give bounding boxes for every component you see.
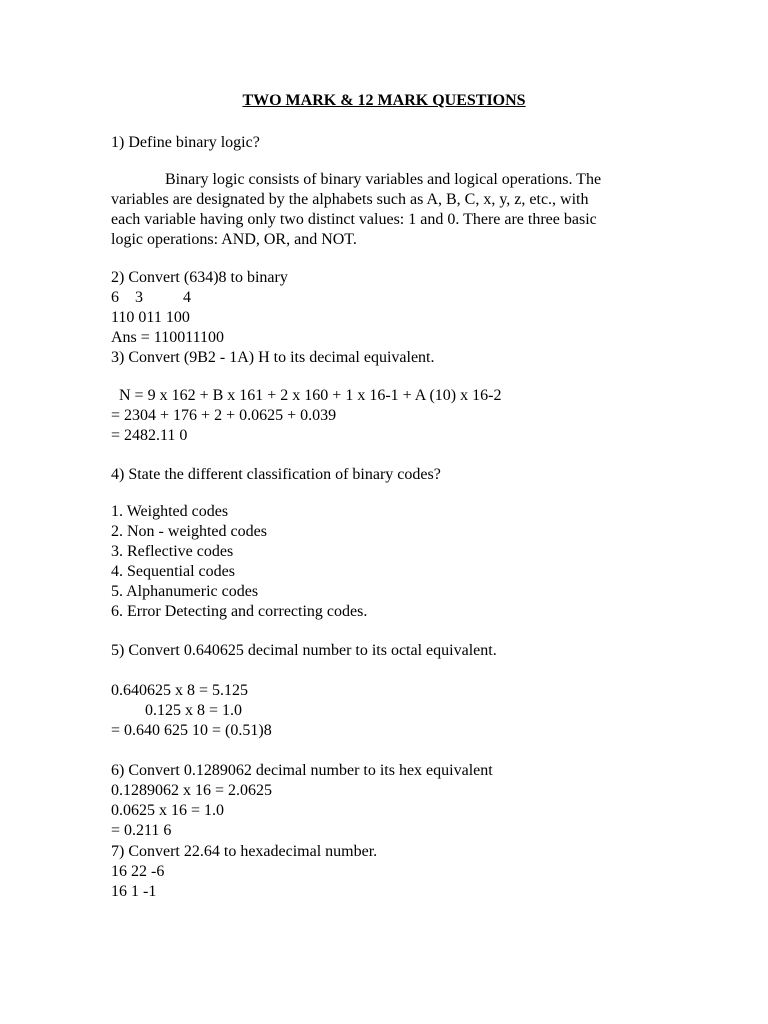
answer-1-line: variables are designated by the alphabets such as A, B, C, x, y, z, etc., with <box>111 191 589 208</box>
answer-2-line: 110 011 100 <box>111 309 190 326</box>
answer-6-line: 0.0625 x 16 = 1.0 <box>111 802 225 819</box>
page-title: TWO MARK & 12 MARK QUESTIONS <box>242 92 526 109</box>
answer-6-line: = 0.211 6 <box>111 822 172 839</box>
question-2: 2) Convert (634)8 to binary <box>111 269 288 286</box>
answer-2-line: Ans = 110011100 <box>111 329 225 346</box>
answer-5-line: 0.640625 x 8 = 5.125 <box>111 682 249 699</box>
answer-3-line: N = 9 x 162 + B x 161 + 2 x 160 + 1 x 16-1 + A (10) x 16-2 <box>119 387 502 404</box>
question-5: 5) Convert 0.640625 decimal number to its octal equivalent. <box>111 642 497 659</box>
list-item: 4. Sequential codes <box>111 563 235 580</box>
answer-3-line: = 2482.11 0 <box>111 427 188 444</box>
question-4: 4) State the different classification of binary codes? <box>111 466 441 483</box>
answer-1-line: logic operations: AND, OR, and NOT. <box>111 231 357 248</box>
list-item: 6. Error Detecting and correcting codes. <box>111 603 368 620</box>
answer-7-line: 16 1 -1 <box>111 883 157 900</box>
answer-1-line: each variable having only two distinct values: 1 and 0. There are three basic <box>111 211 597 228</box>
list-item: 5. Alphanumeric codes <box>111 583 259 600</box>
answer-5-line: = 0.640 625 10 = (0.51)8 <box>111 722 272 739</box>
answer-2-line: 6 3 4 <box>111 289 191 306</box>
list-item: 2. Non - weighted codes <box>111 523 267 540</box>
question-6: 6) Convert 0.1289062 decimal number to its hex equivalent <box>111 762 493 779</box>
question-1: 1) Define binary logic? <box>111 134 260 151</box>
list-item: 1. Weighted codes <box>111 503 229 520</box>
answer-6-line: 0.1289062 x 16 = 2.0625 <box>111 782 273 799</box>
answer-3-line: = 2304 + 176 + 2 + 0.0625 + 0.039 <box>111 407 337 424</box>
answer-7-line: 16 22 -6 <box>111 863 165 880</box>
answer-5-line: 0.125 x 8 = 1.0 <box>145 702 243 719</box>
question-7: 7) Convert 22.64 to hexadecimal number. <box>111 843 378 860</box>
list-item: 3. Reflective codes <box>111 543 234 560</box>
answer-1-line: Binary logic consists of binary variables and logical operations. The <box>165 171 602 188</box>
question-3: 3) Convert (9B2 - 1A) H to its decimal equivalent. <box>111 349 435 366</box>
